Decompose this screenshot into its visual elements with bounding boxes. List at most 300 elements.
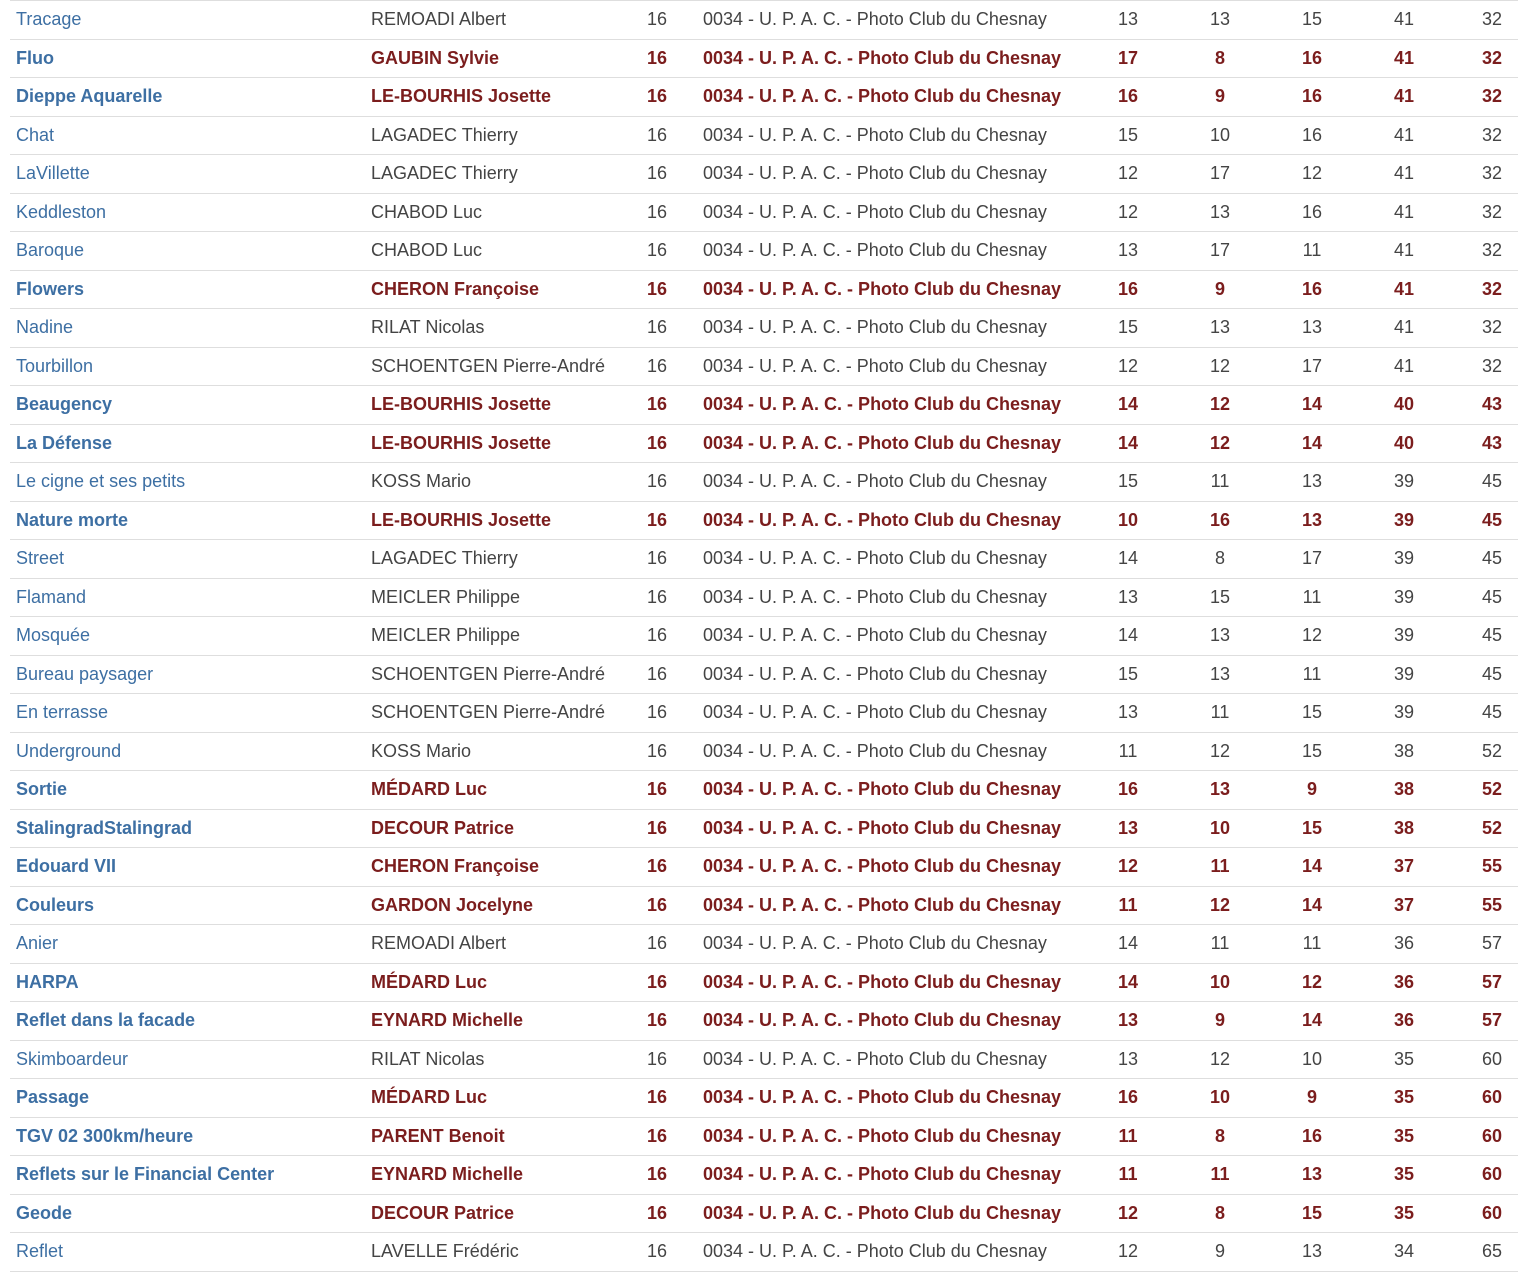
category-cell: 16 bbox=[617, 1233, 697, 1272]
score-judge-1: 16 bbox=[1082, 270, 1174, 309]
author-name: LAVELLE Frédéric bbox=[365, 1233, 617, 1272]
photo-title-link[interactable]: En terrasse bbox=[10, 694, 365, 733]
photo-title-link[interactable]: Geode bbox=[10, 1194, 365, 1233]
table-row bbox=[10, 578, 1518, 617]
score-judge-1: 13 bbox=[1082, 1002, 1174, 1041]
score-total: 41 bbox=[1358, 155, 1450, 194]
category-cell: 16 bbox=[617, 155, 697, 194]
score-judge-1: 11 bbox=[1082, 732, 1174, 771]
score-total: 37 bbox=[1358, 886, 1450, 925]
rank-cell: 52 bbox=[1450, 732, 1518, 771]
rank-cell: 57 bbox=[1450, 963, 1518, 1002]
rank-cell: 32 bbox=[1450, 78, 1518, 117]
photo-title-link[interactable]: Mosquée bbox=[10, 617, 365, 656]
score-total: 39 bbox=[1358, 501, 1450, 540]
table-row bbox=[10, 617, 1518, 656]
table-row bbox=[10, 232, 1518, 271]
photo-title-link[interactable]: Beaugency bbox=[10, 386, 365, 425]
rank-cell: 32 bbox=[1450, 232, 1518, 271]
score-judge-3: 11 bbox=[1266, 232, 1358, 271]
score-judge-2: 11 bbox=[1174, 463, 1266, 502]
score-judge-2: 17 bbox=[1174, 155, 1266, 194]
author-name: CHERON Françoise bbox=[365, 848, 617, 887]
author-name: EYNARD Michelle bbox=[365, 1002, 617, 1041]
rank-cell: 57 bbox=[1450, 925, 1518, 964]
table-row bbox=[10, 1194, 1518, 1233]
score-judge-2: 15 bbox=[1174, 578, 1266, 617]
rank-cell: 32 bbox=[1450, 1, 1518, 40]
score-judge-1: 12 bbox=[1082, 848, 1174, 887]
score-judge-3: 14 bbox=[1266, 848, 1358, 887]
table-row bbox=[10, 193, 1518, 232]
score-total: 41 bbox=[1358, 39, 1450, 78]
photo-title-link[interactable]: Reflet bbox=[10, 1233, 365, 1272]
photo-title-link[interactable]: Passage bbox=[10, 1079, 365, 1118]
score-judge-3: 16 bbox=[1266, 78, 1358, 117]
category-cell: 16 bbox=[617, 963, 697, 1002]
photo-title-link[interactable]: Bureau paysager bbox=[10, 655, 365, 694]
table-row bbox=[10, 501, 1518, 540]
score-judge-3: 11 bbox=[1266, 578, 1358, 617]
score-judge-3: 16 bbox=[1266, 270, 1358, 309]
category-cell: 16 bbox=[617, 848, 697, 887]
rank-cell: 32 bbox=[1450, 155, 1518, 194]
score-judge-2: 12 bbox=[1174, 1040, 1266, 1079]
score-total: 39 bbox=[1358, 463, 1450, 502]
score-judge-1: 10 bbox=[1082, 501, 1174, 540]
club-name: 0034 - U. P. A. C. - Photo Club du Chesnay bbox=[697, 1156, 1082, 1195]
table-row bbox=[10, 809, 1518, 848]
photo-title-link[interactable]: Flowers bbox=[10, 270, 365, 309]
score-judge-1: 14 bbox=[1082, 540, 1174, 579]
results-table bbox=[10, 0, 1518, 1272]
score-total: 36 bbox=[1358, 925, 1450, 964]
author-name: PARENT Benoit bbox=[365, 1117, 617, 1156]
score-judge-2: 13 bbox=[1174, 617, 1266, 656]
score-total: 35 bbox=[1358, 1040, 1450, 1079]
club-name: 0034 - U. P. A. C. - Photo Club du Chesnay bbox=[697, 424, 1082, 463]
score-judge-1: 13 bbox=[1082, 232, 1174, 271]
table-row bbox=[10, 1002, 1518, 1041]
author-name: EYNARD Michelle bbox=[365, 1156, 617, 1195]
score-judge-1: 15 bbox=[1082, 116, 1174, 155]
club-name: 0034 - U. P. A. C. - Photo Club du Chesnay bbox=[697, 617, 1082, 656]
score-judge-2: 9 bbox=[1174, 1233, 1266, 1272]
score-judge-3: 15 bbox=[1266, 809, 1358, 848]
photo-title-link[interactable]: La Défense bbox=[10, 424, 365, 463]
score-judge-1: 14 bbox=[1082, 925, 1174, 964]
rank-cell: 32 bbox=[1450, 309, 1518, 348]
photo-title-link[interactable]: Baroque bbox=[10, 232, 365, 271]
score-judge-2: 17 bbox=[1174, 232, 1266, 271]
photo-title-link[interactable]: LaVillette bbox=[10, 155, 365, 194]
score-judge-2: 8 bbox=[1174, 39, 1266, 78]
author-name: MÉDARD Luc bbox=[365, 1079, 617, 1118]
score-judge-3: 15 bbox=[1266, 694, 1358, 733]
author-name: KOSS Mario bbox=[365, 732, 617, 771]
author-name: SCHOENTGEN Pierre-André bbox=[365, 655, 617, 694]
club-name: 0034 - U. P. A. C. - Photo Club du Chesnay bbox=[697, 694, 1082, 733]
score-judge-2: 10 bbox=[1174, 1079, 1266, 1118]
score-judge-2: 13 bbox=[1174, 309, 1266, 348]
rank-cell: 60 bbox=[1450, 1194, 1518, 1233]
table-row bbox=[10, 1, 1518, 40]
club-name: 0034 - U. P. A. C. - Photo Club du Chesnay bbox=[697, 232, 1082, 271]
rank-cell: 60 bbox=[1450, 1079, 1518, 1118]
club-name: 0034 - U. P. A. C. - Photo Club du Chesnay bbox=[697, 193, 1082, 232]
score-total: 41 bbox=[1358, 78, 1450, 117]
score-judge-1: 16 bbox=[1082, 1079, 1174, 1118]
photo-title-link[interactable]: Reflets sur le Financial Center bbox=[10, 1156, 365, 1195]
club-name: 0034 - U. P. A. C. - Photo Club du Chesnay bbox=[697, 309, 1082, 348]
table-row bbox=[10, 463, 1518, 502]
category-cell: 16 bbox=[617, 1, 697, 40]
table-row bbox=[10, 694, 1518, 733]
score-judge-2: 9 bbox=[1174, 1002, 1266, 1041]
results-body bbox=[10, 1, 1518, 1272]
score-judge-2: 9 bbox=[1174, 78, 1266, 117]
photo-title-link[interactable]: Couleurs bbox=[10, 886, 365, 925]
score-judge-3: 14 bbox=[1266, 886, 1358, 925]
score-total: 35 bbox=[1358, 1194, 1450, 1233]
author-name: LE-BOURHIS Josette bbox=[365, 424, 617, 463]
score-total: 41 bbox=[1358, 347, 1450, 386]
score-judge-2: 11 bbox=[1174, 925, 1266, 964]
score-judge-1: 16 bbox=[1082, 771, 1174, 810]
score-judge-2: 13 bbox=[1174, 1, 1266, 40]
score-judge-1: 11 bbox=[1082, 886, 1174, 925]
table-row bbox=[10, 540, 1518, 579]
score-judge-2: 13 bbox=[1174, 771, 1266, 810]
score-judge-3: 16 bbox=[1266, 116, 1358, 155]
score-judge-3: 13 bbox=[1266, 501, 1358, 540]
author-name: GARDON Jocelyne bbox=[365, 886, 617, 925]
table-row bbox=[10, 39, 1518, 78]
author-name: SCHOENTGEN Pierre-André bbox=[365, 694, 617, 733]
author-name: DECOUR Patrice bbox=[365, 1194, 617, 1233]
photo-title-link[interactable]: StalingradStalingrad bbox=[10, 809, 365, 848]
category-cell: 16 bbox=[617, 1117, 697, 1156]
club-name: 0034 - U. P. A. C. - Photo Club du Chesnay bbox=[697, 963, 1082, 1002]
club-name: 0034 - U. P. A. C. - Photo Club du Chesnay bbox=[697, 848, 1082, 887]
author-name: CHABOD Luc bbox=[365, 232, 617, 271]
score-total: 41 bbox=[1358, 193, 1450, 232]
photo-title-link[interactable]: Chat bbox=[10, 116, 365, 155]
club-name: 0034 - U. P. A. C. - Photo Club du Chesnay bbox=[697, 1117, 1082, 1156]
category-cell: 16 bbox=[617, 617, 697, 656]
category-cell: 16 bbox=[617, 655, 697, 694]
author-name: CHABOD Luc bbox=[365, 193, 617, 232]
score-judge-2: 8 bbox=[1174, 540, 1266, 579]
table-row bbox=[10, 848, 1518, 887]
score-judge-3: 12 bbox=[1266, 963, 1358, 1002]
author-name: LAGADEC Thierry bbox=[365, 155, 617, 194]
club-name: 0034 - U. P. A. C. - Photo Club du Chesnay bbox=[697, 578, 1082, 617]
score-judge-2: 13 bbox=[1174, 193, 1266, 232]
rank-cell: 60 bbox=[1450, 1040, 1518, 1079]
score-judge-1: 12 bbox=[1082, 193, 1174, 232]
score-judge-2: 12 bbox=[1174, 424, 1266, 463]
score-judge-3: 13 bbox=[1266, 463, 1358, 502]
score-judge-1: 14 bbox=[1082, 617, 1174, 656]
photo-title-link[interactable]: Keddleston bbox=[10, 193, 365, 232]
score-judge-3: 11 bbox=[1266, 655, 1358, 694]
table-row bbox=[10, 925, 1518, 964]
rank-cell: 65 bbox=[1450, 1233, 1518, 1272]
score-total: 41 bbox=[1358, 1, 1450, 40]
rank-cell: 32 bbox=[1450, 116, 1518, 155]
photo-title-link[interactable]: Flamand bbox=[10, 578, 365, 617]
category-cell: 16 bbox=[617, 232, 697, 271]
score-judge-3: 16 bbox=[1266, 39, 1358, 78]
rank-cell: 32 bbox=[1450, 39, 1518, 78]
category-cell: 16 bbox=[617, 540, 697, 579]
score-total: 41 bbox=[1358, 232, 1450, 271]
rank-cell: 45 bbox=[1450, 540, 1518, 579]
author-name: CHERON Françoise bbox=[365, 270, 617, 309]
score-judge-2: 11 bbox=[1174, 848, 1266, 887]
category-cell: 16 bbox=[617, 193, 697, 232]
score-judge-1: 15 bbox=[1082, 655, 1174, 694]
author-name: LAGADEC Thierry bbox=[365, 116, 617, 155]
photo-title-link[interactable]: HARPA bbox=[10, 963, 365, 1002]
photo-title-link[interactable]: Sortie bbox=[10, 771, 365, 810]
score-judge-1: 11 bbox=[1082, 1156, 1174, 1195]
club-name: 0034 - U. P. A. C. - Photo Club du Chesnay bbox=[697, 540, 1082, 579]
score-total: 34 bbox=[1358, 1233, 1450, 1272]
category-cell: 16 bbox=[617, 771, 697, 810]
club-name: 0034 - U. P. A. C. - Photo Club du Chesnay bbox=[697, 886, 1082, 925]
club-name: 0034 - U. P. A. C. - Photo Club du Chesnay bbox=[697, 386, 1082, 425]
category-cell: 16 bbox=[617, 116, 697, 155]
category-cell: 16 bbox=[617, 694, 697, 733]
score-judge-3: 17 bbox=[1266, 540, 1358, 579]
score-judge-1: 13 bbox=[1082, 694, 1174, 733]
rank-cell: 60 bbox=[1450, 1156, 1518, 1195]
score-judge-1: 12 bbox=[1082, 1233, 1174, 1272]
table-row bbox=[10, 1233, 1518, 1272]
score-judge-2: 10 bbox=[1174, 116, 1266, 155]
rank-cell: 60 bbox=[1450, 1117, 1518, 1156]
score-total: 35 bbox=[1358, 1079, 1450, 1118]
score-judge-2: 12 bbox=[1174, 886, 1266, 925]
photo-title-link[interactable]: Tourbillon bbox=[10, 347, 365, 386]
club-name: 0034 - U. P. A. C. - Photo Club du Chesnay bbox=[697, 771, 1082, 810]
author-name: LE-BOURHIS Josette bbox=[365, 78, 617, 117]
score-total: 40 bbox=[1358, 424, 1450, 463]
author-name: MEICLER Philippe bbox=[365, 578, 617, 617]
club-name: 0034 - U. P. A. C. - Photo Club du Chesnay bbox=[697, 270, 1082, 309]
score-judge-2: 11 bbox=[1174, 1156, 1266, 1195]
author-name: MÉDARD Luc bbox=[365, 771, 617, 810]
table-row bbox=[10, 732, 1518, 771]
photo-title-link[interactable]: Dieppe Aquarelle bbox=[10, 78, 365, 117]
author-name: DECOUR Patrice bbox=[365, 809, 617, 848]
score-judge-3: 14 bbox=[1266, 386, 1358, 425]
club-name: 0034 - U. P. A. C. - Photo Club du Chesnay bbox=[697, 347, 1082, 386]
author-name: MEICLER Philippe bbox=[365, 617, 617, 656]
category-cell: 16 bbox=[617, 578, 697, 617]
score-total: 41 bbox=[1358, 116, 1450, 155]
table-row bbox=[10, 155, 1518, 194]
score-total: 38 bbox=[1358, 809, 1450, 848]
rank-cell: 52 bbox=[1450, 809, 1518, 848]
club-name: 0034 - U. P. A. C. - Photo Club du Chesnay bbox=[697, 925, 1082, 964]
rank-cell: 45 bbox=[1450, 694, 1518, 733]
rank-cell: 45 bbox=[1450, 655, 1518, 694]
score-judge-2: 9 bbox=[1174, 270, 1266, 309]
category-cell: 16 bbox=[617, 925, 697, 964]
author-name: RILAT Nicolas bbox=[365, 1040, 617, 1079]
photo-title-link[interactable]: Nature morte bbox=[10, 501, 365, 540]
score-total: 39 bbox=[1358, 655, 1450, 694]
score-judge-1: 13 bbox=[1082, 809, 1174, 848]
club-name: 0034 - U. P. A. C. - Photo Club du Chesnay bbox=[697, 116, 1082, 155]
club-name: 0034 - U. P. A. C. - Photo Club du Chesnay bbox=[697, 1079, 1082, 1118]
rank-cell: 32 bbox=[1450, 193, 1518, 232]
category-cell: 16 bbox=[617, 463, 697, 502]
club-name: 0034 - U. P. A. C. - Photo Club du Chesnay bbox=[697, 1040, 1082, 1079]
score-judge-1: 15 bbox=[1082, 463, 1174, 502]
score-total: 36 bbox=[1358, 963, 1450, 1002]
score-total: 39 bbox=[1358, 540, 1450, 579]
table-row bbox=[10, 78, 1518, 117]
rank-cell: 43 bbox=[1450, 424, 1518, 463]
category-cell: 16 bbox=[617, 1040, 697, 1079]
club-name: 0034 - U. P. A. C. - Photo Club du Chesnay bbox=[697, 1002, 1082, 1041]
score-judge-2: 11 bbox=[1174, 694, 1266, 733]
category-cell: 16 bbox=[617, 270, 697, 309]
rank-cell: 45 bbox=[1450, 617, 1518, 656]
rank-cell: 57 bbox=[1450, 1002, 1518, 1041]
category-cell: 16 bbox=[617, 886, 697, 925]
score-judge-3: 14 bbox=[1266, 424, 1358, 463]
rank-cell: 45 bbox=[1450, 578, 1518, 617]
score-judge-3: 15 bbox=[1266, 732, 1358, 771]
table-row bbox=[10, 386, 1518, 425]
club-name: 0034 - U. P. A. C. - Photo Club du Chesnay bbox=[697, 155, 1082, 194]
club-name: 0034 - U. P. A. C. - Photo Club du Chesnay bbox=[697, 809, 1082, 848]
author-name: KOSS Mario bbox=[365, 463, 617, 502]
rank-cell: 43 bbox=[1450, 386, 1518, 425]
score-judge-3: 16 bbox=[1266, 1117, 1358, 1156]
score-judge-3: 9 bbox=[1266, 771, 1358, 810]
table-row bbox=[10, 270, 1518, 309]
photo-title-link[interactable]: Fluo bbox=[10, 39, 365, 78]
score-judge-3: 12 bbox=[1266, 617, 1358, 656]
score-total: 39 bbox=[1358, 694, 1450, 733]
photo-title-link[interactable]: Nadine bbox=[10, 309, 365, 348]
score-judge-2: 12 bbox=[1174, 347, 1266, 386]
category-cell: 16 bbox=[617, 1079, 697, 1118]
table-row bbox=[10, 1117, 1518, 1156]
table-row bbox=[10, 309, 1518, 348]
photo-title-link[interactable]: Le cigne et ses petits bbox=[10, 463, 365, 502]
score-total: 37 bbox=[1358, 848, 1450, 887]
score-judge-2: 16 bbox=[1174, 501, 1266, 540]
category-cell: 16 bbox=[617, 386, 697, 425]
club-name: 0034 - U. P. A. C. - Photo Club du Chesnay bbox=[697, 501, 1082, 540]
score-total: 39 bbox=[1358, 617, 1450, 656]
score-judge-2: 12 bbox=[1174, 386, 1266, 425]
author-name: LAGADEC Thierry bbox=[365, 540, 617, 579]
rank-cell: 55 bbox=[1450, 848, 1518, 887]
photo-title-link[interactable]: Tracage bbox=[10, 1, 365, 40]
score-judge-1: 14 bbox=[1082, 424, 1174, 463]
author-name: REMOADI Albert bbox=[365, 925, 617, 964]
score-judge-1: 11 bbox=[1082, 1117, 1174, 1156]
club-name: 0034 - U. P. A. C. - Photo Club du Chesnay bbox=[697, 39, 1082, 78]
category-cell: 16 bbox=[617, 501, 697, 540]
author-name: LE-BOURHIS Josette bbox=[365, 501, 617, 540]
score-judge-2: 10 bbox=[1174, 809, 1266, 848]
score-judge-1: 16 bbox=[1082, 78, 1174, 117]
photo-title-link[interactable]: Edouard VII bbox=[10, 848, 365, 887]
author-name: REMOADI Albert bbox=[365, 1, 617, 40]
club-name: 0034 - U. P. A. C. - Photo Club du Chesnay bbox=[697, 1233, 1082, 1272]
score-judge-2: 13 bbox=[1174, 655, 1266, 694]
table-row bbox=[10, 1156, 1518, 1195]
score-judge-3: 13 bbox=[1266, 1233, 1358, 1272]
table-row bbox=[10, 771, 1518, 810]
category-cell: 16 bbox=[617, 1156, 697, 1195]
rank-cell: 32 bbox=[1450, 270, 1518, 309]
club-name: 0034 - U. P. A. C. - Photo Club du Chesnay bbox=[697, 1, 1082, 40]
score-judge-1: 13 bbox=[1082, 578, 1174, 617]
score-judge-2: 8 bbox=[1174, 1117, 1266, 1156]
table-row bbox=[10, 655, 1518, 694]
photo-title-link[interactable]: Anier bbox=[10, 925, 365, 964]
category-cell: 16 bbox=[617, 309, 697, 348]
photo-title-link[interactable]: TGV 02 300km/heure bbox=[10, 1117, 365, 1156]
score-total: 41 bbox=[1358, 309, 1450, 348]
author-name: MÉDARD Luc bbox=[365, 963, 617, 1002]
category-cell: 16 bbox=[617, 347, 697, 386]
photo-title-link[interactable]: Street bbox=[10, 540, 365, 579]
photo-title-link[interactable]: Skimboardeur bbox=[10, 1040, 365, 1079]
score-judge-3: 15 bbox=[1266, 1, 1358, 40]
score-total: 38 bbox=[1358, 732, 1450, 771]
table-row bbox=[10, 424, 1518, 463]
category-cell: 16 bbox=[617, 1002, 697, 1041]
club-name: 0034 - U. P. A. C. - Photo Club du Chesnay bbox=[697, 732, 1082, 771]
table-row bbox=[10, 963, 1518, 1002]
rank-cell: 32 bbox=[1450, 347, 1518, 386]
score-judge-2: 10 bbox=[1174, 963, 1266, 1002]
photo-title-link[interactable]: Reflet dans la facade bbox=[10, 1002, 365, 1041]
club-name: 0034 - U. P. A. C. - Photo Club du Chesnay bbox=[697, 78, 1082, 117]
score-judge-1: 14 bbox=[1082, 386, 1174, 425]
score-judge-1: 12 bbox=[1082, 347, 1174, 386]
rank-cell: 52 bbox=[1450, 771, 1518, 810]
score-judge-1: 13 bbox=[1082, 1040, 1174, 1079]
table-row bbox=[10, 886, 1518, 925]
score-judge-3: 13 bbox=[1266, 309, 1358, 348]
score-judge-3: 16 bbox=[1266, 193, 1358, 232]
score-judge-3: 11 bbox=[1266, 925, 1358, 964]
score-total: 41 bbox=[1358, 270, 1450, 309]
category-cell: 16 bbox=[617, 732, 697, 771]
table-row bbox=[10, 347, 1518, 386]
score-total: 40 bbox=[1358, 386, 1450, 425]
photo-title-link[interactable]: Underground bbox=[10, 732, 365, 771]
score-judge-2: 8 bbox=[1174, 1194, 1266, 1233]
category-cell: 16 bbox=[617, 424, 697, 463]
score-judge-2: 12 bbox=[1174, 732, 1266, 771]
rank-cell: 45 bbox=[1450, 463, 1518, 502]
score-judge-3: 9 bbox=[1266, 1079, 1358, 1118]
category-cell: 16 bbox=[617, 78, 697, 117]
